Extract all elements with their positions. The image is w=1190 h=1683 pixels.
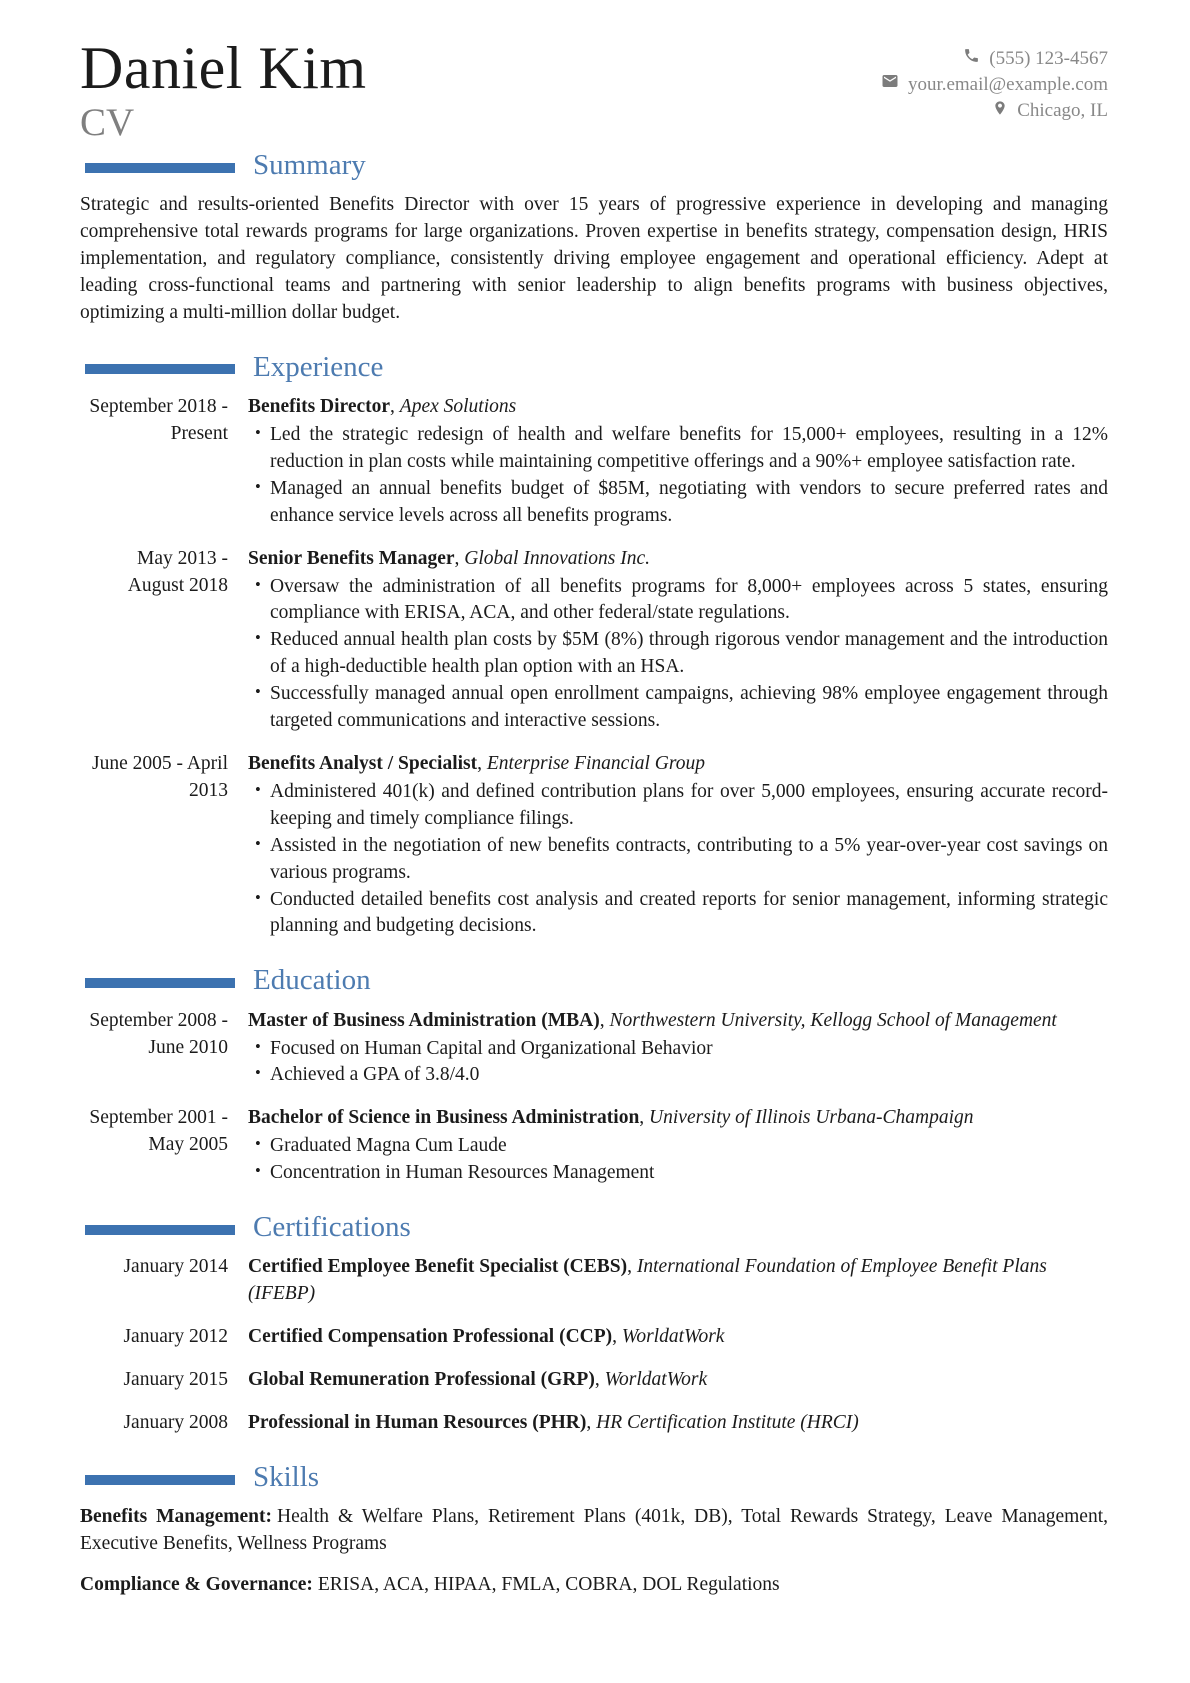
company-name: , Enterprise Financial Group (477, 753, 705, 774)
phone-icon (963, 46, 980, 72)
entry-body (248, 1324, 1108, 1351)
entry-body (248, 1008, 1108, 1090)
education-entry (80, 1105, 1108, 1187)
section-accent-bar (85, 978, 235, 988)
issuer-name: , HR Certification Institute (HRCI) (586, 1412, 858, 1433)
bullet-item: • Conducted detailed benefits cost analysis and created reports for senior management, informing strategic planning and budgeting decisions. (248, 887, 1108, 941)
school-name: , University of Illinois Urbana-Champaign (639, 1107, 973, 1128)
certification-name: Certified Compensation Professional (CCP) (248, 1326, 613, 1348)
email-icon (881, 72, 899, 98)
section-heading-skills (80, 1461, 1108, 1494)
entry-title (248, 1254, 1108, 1308)
header-identity (80, 35, 367, 145)
bullet-item: • Managed an annual benefits budget of $85M, negotiating with vendors to secure preferred rates and enhance service levels across all benefits programs. (248, 476, 1108, 530)
issuer-name: , WorldatWork (595, 1369, 707, 1390)
section-accent-bar (85, 364, 235, 374)
location-icon (992, 98, 1008, 124)
issuer-name: , International Foundation of Employee Benefit Plans (IFEBP) (248, 1256, 1047, 1304)
section-heading-education (80, 964, 1108, 997)
section-heading-experience (80, 351, 1108, 384)
experience-entry (80, 394, 1108, 530)
entry-date: September 2018 - Present (89, 396, 228, 445)
skill-list: Health & Welfare Plans, Retirement Plans (401k, DB), Total Rewards Strategy, Leave Management, Executive Benefits, Wellness Programs (80, 1506, 1108, 1555)
bullet-item: • Successfully managed annual open enrollment campaigns, achieving 98% employee engagement through targeted communications and interactive sessions. (248, 681, 1108, 735)
entry-bullets (248, 574, 1108, 735)
section-accent-bar (85, 163, 235, 173)
contact-phone (881, 46, 1108, 72)
entry-title (248, 1105, 1108, 1132)
entry-date: May 2013 - August 2018 (127, 547, 228, 596)
company-name: , Global Innovations Inc. (455, 548, 651, 569)
entry-title (248, 1008, 1108, 1035)
person-name: Daniel Kim (80, 35, 367, 101)
summary-text: Strategic and results-oriented Benefits Director with over 15 years of progressive experience in developing and managing comprehensive total rewards programs for large organizations. Proven expertise in benefits strategy, compensation design, HRIS implementation, and regulatory compliance, consistently driving employee engagement and operational efficiency. Adept at leading cross-functional teams and partnering with senior leadership to align benefits programs with business objectives, optimizing a multi-million dollar budget. (80, 194, 1108, 323)
entry-date: January 2008 (123, 1412, 228, 1434)
phone-number: (555) 123-4567 (989, 48, 1108, 69)
section-heading-summary (80, 149, 1108, 182)
header (80, 35, 1108, 145)
entry-body (248, 1254, 1108, 1308)
bullet-item: • Focused on Human Capital and Organizational Behavior (248, 1036, 1108, 1063)
entry-title (248, 1324, 1108, 1351)
contact-info (881, 46, 1108, 125)
experience-entry (80, 546, 1108, 735)
entry-body (248, 1410, 1108, 1437)
certification-entry (80, 1324, 1108, 1351)
entry-date: January 2012 (123, 1326, 228, 1348)
entry-bullets (248, 1133, 1108, 1187)
skill-list: ERISA, ACA, HIPAA, FMLA, COBRA, DOL Regulations (317, 1574, 780, 1596)
entry-date: January 2014 (123, 1256, 228, 1278)
bullet-item: • Assisted in the negotiation of new benefits contracts, contributing to a 5% year-over-year cost savings on various programs. (248, 833, 1108, 887)
entry-body (248, 1105, 1108, 1187)
section-title: Skills (253, 1460, 320, 1493)
entry-title (248, 394, 1108, 421)
bullet-item: • Administered 401(k) and defined contribution plans for over 5,000 employees, ensuring accurate record-keeping and timely compliance filings. (248, 779, 1108, 833)
contact-location (881, 98, 1108, 124)
certification-entry (80, 1367, 1108, 1394)
certification-entry (80, 1410, 1108, 1437)
entry-bullets (248, 1036, 1108, 1090)
section-accent-bar (85, 1475, 235, 1485)
position-name: Senior Benefits Manager (248, 547, 455, 569)
bullet-item: • Achieved a GPA of 3.8/4.0 (248, 1062, 1108, 1089)
skill-group (80, 1572, 1108, 1599)
section-heading-certifications (80, 1211, 1108, 1244)
bullet-item: • Graduated Magna Cum Laude (248, 1133, 1108, 1160)
entry-body (248, 546, 1108, 735)
email-address: your.email@example.com (907, 74, 1108, 96)
section-title: Experience (253, 350, 384, 383)
location-text: Chicago, IL (1017, 100, 1108, 122)
section-accent-bar (85, 1225, 235, 1235)
bullet-item: • Oversaw the administration of all benefits programs for 8,000+ employees across 5 states, ensuring compliance with ERISA, ACA, and other federal/state regulations. (248, 574, 1108, 628)
bullet-item: • Concentration in Human Resources Management (248, 1160, 1108, 1187)
section-title: Certifications (253, 1211, 411, 1244)
skill-group (80, 1504, 1108, 1558)
certification-name: Professional in Human Resources (PHR) (248, 1412, 587, 1434)
section-title: Summary (253, 148, 366, 181)
entry-date: January 2015 (123, 1369, 228, 1391)
entry-title (248, 751, 1108, 778)
skill-category-label: Benefits Management: (80, 1506, 273, 1528)
entry-date: September 2008 - June 2010 (89, 1009, 228, 1058)
school-name: , Northwestern University, Kellogg School of Management (600, 1010, 1057, 1031)
entry-title (248, 546, 1108, 573)
entry-bullets (248, 422, 1108, 530)
entry-title (248, 1367, 1108, 1394)
entry-body (248, 394, 1108, 530)
contact-email (881, 72, 1108, 98)
bullet-item: • Led the strategic redesign of health and welfare benefits for 15,000+ employees, resulting in a 12% reduction in plan costs while maintaining competitive offerings and a 90%+ employee satisfaction rate. (248, 422, 1108, 476)
entry-body (248, 751, 1108, 940)
entry-title (248, 1410, 1108, 1437)
issuer-name: , WorldatWork (612, 1326, 724, 1347)
entry-date: September 2001 - May 2005 (89, 1107, 228, 1156)
degree-name: Bachelor of Science in Business Administration (248, 1107, 640, 1129)
bullet-item: • Reduced annual health plan costs by $5M (8%) through rigorous vendor management and the introduction of a high-deductible health plan option with an HSA. (248, 627, 1108, 681)
section-title: Education (253, 964, 371, 997)
company-name: , Apex Solutions (390, 396, 516, 417)
cv-subtitle: CV (80, 101, 135, 144)
education-entry (80, 1008, 1108, 1090)
certification-name: Global Remuneration Professional (GRP) (248, 1369, 595, 1391)
entry-bullets (248, 779, 1108, 940)
position-name: Benefits Director (248, 396, 391, 418)
entry-body (248, 1367, 1108, 1394)
entry-date: June 2005 - April 2013 (92, 752, 228, 801)
certification-entry (80, 1254, 1108, 1308)
skill-category-label: Compliance & Governance: (80, 1574, 313, 1596)
position-name: Benefits Analyst / Specialist (248, 752, 478, 774)
certification-name: Certified Employee Benefit Specialist (CEBS) (248, 1256, 628, 1278)
degree-name: Master of Business Administration (MBA) (248, 1009, 600, 1031)
experience-entry (80, 751, 1108, 940)
